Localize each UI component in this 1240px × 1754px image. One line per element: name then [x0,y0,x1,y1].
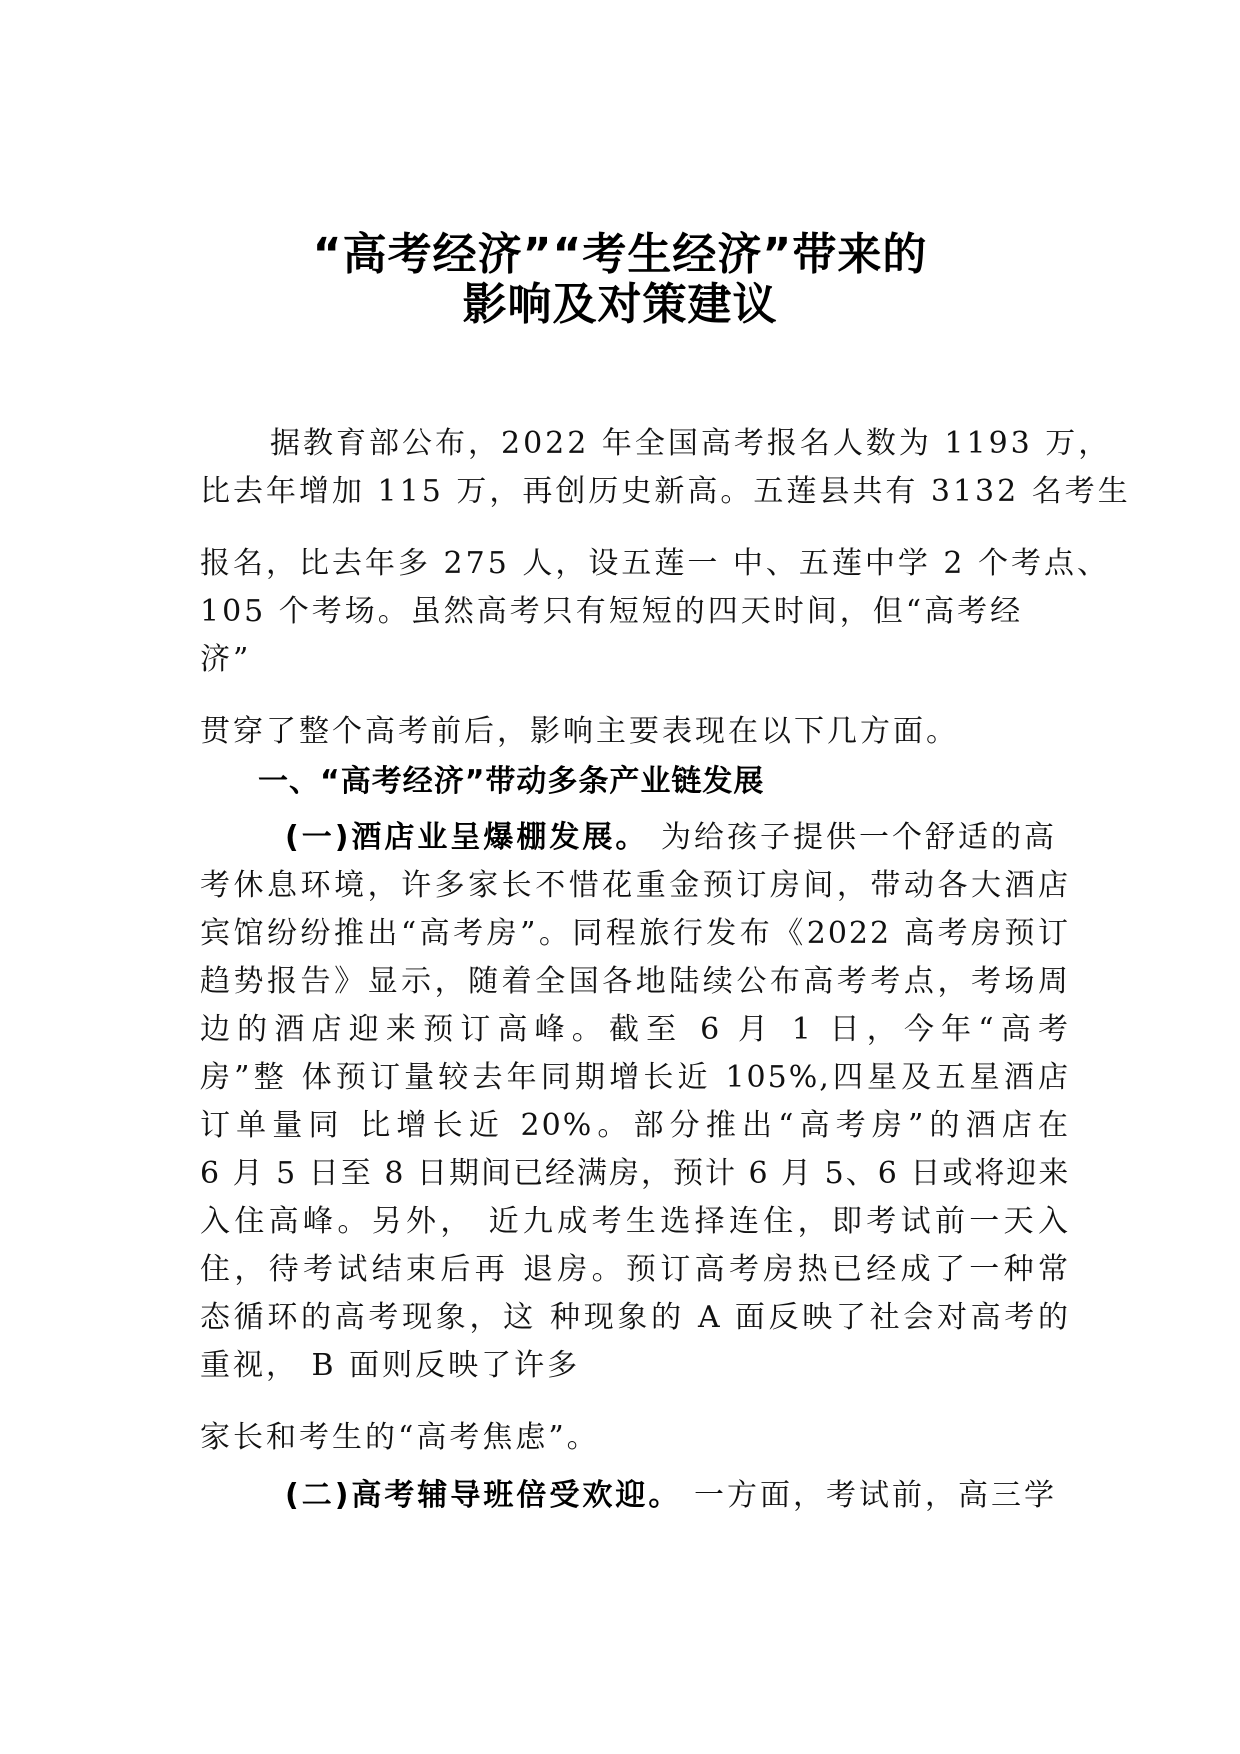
document-title-line-1: “高考经济”“考生经济”带来的 [312,229,928,280]
subsection-2-title: (二)高考辅导班倍受欢迎。 [285,1478,682,1513]
intro-line: 105 个考场。虽然高考只有短短的四天时间，但“高考经 [200,594,1024,629]
subsection-1-text: 为给孩子提供一个舒适的高 [648,820,1057,855]
body-line: 重视， B 面则反映了许多 [200,1348,581,1383]
intro-line: 比去年增加 115 万，再创历史新高。五莲县共有 3132 名考生 [200,474,1131,509]
body-line: 宾馆纷纷推出“高考房”。同程旅行发布《2022 高考房预订 [200,916,1070,951]
subsection-1-first-line [285,812,1070,856]
subsection-2-first-line [285,1470,1057,1514]
body-line: 考休息环境，许多家长不惜花重金预订房间，带动各大酒店 [200,868,1070,903]
document-title-line-2: 影响及对策建议 [462,279,778,330]
body-line: 态循环的高考现象，这 种现象的 A 面反映了社会对高考的 [200,1300,1070,1335]
subsection-2-text: 一方面，考试前，高三学 [681,1478,1057,1513]
intro-line: 据教育部公布，2022 年全国高考报名人数为 1193 万， [270,426,1112,461]
body-line: 房”整 体预订量较去年同期增长近 105%,四星及五星酒店 [200,1060,1070,1095]
body-line: 趋势报告》显示，随着全国各地陆续公布高考考点，考场周 [200,964,1070,999]
body-line: 家长和考生的“高考焦虑”。 [200,1420,600,1455]
section-heading: 一、“高考经济”带动多条产业链发展 [258,764,765,799]
intro-line: 济” [200,642,252,677]
body-line: 6 月 5 日至 8 日期间已经满房，预计 6 月 5、6 日或将迎来 [200,1156,1071,1191]
body-line: 入住高峰。另外， 近九成考生选择连住，即考试前一天入 [200,1204,1070,1239]
intro-line: 报名，比去年多 275 人，设五莲一 中、五莲中学 2 个考点、 [200,546,1111,581]
subsection-1-title: (一)酒店业呈爆棚发展。 [285,820,649,855]
body-line: 住，待考试结束后再 退房。预订高考房热已经成了一种常 [200,1252,1070,1287]
body-line: 订单量同 比增长近 20%。部分推出“高考房”的酒店在 [200,1108,1070,1143]
intro-line: 贯穿了整个高考前后，影响主要表现在以下几方面。 [200,714,959,749]
body-line: 边的酒店迎来预订高峰。截至 6 月 1 日，今年“高考 [200,1012,1070,1047]
